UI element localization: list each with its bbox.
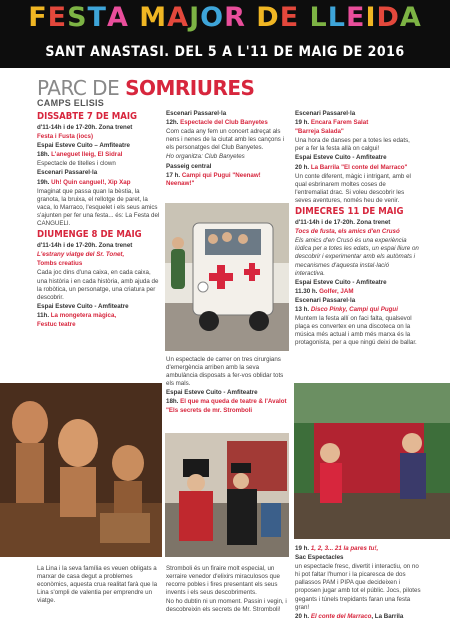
event-title: El conte del Marraco [310, 612, 372, 620]
title-letter: R [224, 2, 246, 33]
event-desc: Com cada any fem un concert adreçat als nens i nenes de la ciutat amb les cançons i els personatges del Club Banyetes. [166, 128, 284, 152]
photo-caption: Stromboli és un firaire molt especial, un xerraire venedor d'elixirs miraculosos que recorre pobles i fires presentant els seus invents i els seus descobriments. [166, 565, 280, 597]
column-2-lower [166, 356, 290, 416]
venue: Espai Esteve Cuito - Amfiteatre [295, 154, 387, 162]
event-title: La Barrila "El conte del Marraco" [310, 163, 408, 171]
event-time: 12h. [166, 119, 181, 127]
column-3 [295, 110, 419, 348]
section-subtitle: CAMPS ELISIS [37, 98, 105, 108]
venue: Escenari Passarel·la [166, 110, 227, 117]
photo-caption: No ho dubtin ni un moment. Passin i vegin, i descobreixin els secrets de Mr. Stromboli! [166, 598, 287, 614]
venue: Espai Esteve Cuito - Amfiteatre [37, 302, 129, 310]
event-time: 20 h. [295, 163, 311, 171]
title-letter [299, 2, 309, 33]
venue: Espai Esteve Cuito – Amfiteatre [37, 142, 130, 150]
festival-subtitle: SANT ANASTASI. DEL 5 A L'11 DE MAIG DE 2016 [45, 44, 405, 60]
title-letter: E [47, 2, 68, 33]
venue: Espai Esteve Cuito - Amfiteatre [295, 278, 387, 286]
day-heading: DIUMENGE 8 DE MAIG [37, 229, 142, 241]
event-time: 11h. [37, 311, 51, 319]
bottom-right-events [295, 545, 421, 622]
event-time: 11.30 h. [295, 287, 320, 295]
title-letter: O [200, 2, 225, 33]
title-letter: D [256, 2, 280, 33]
event-title: Tocs de fusta, els amics d'en Crusó [295, 228, 400, 236]
ambulance-illustration [165, 203, 289, 351]
venue: Passeig central [166, 162, 212, 170]
title-letter: A [106, 2, 129, 33]
section-title-thin: PARC DE [37, 76, 126, 100]
event-title: 1, 2, 3... 21 la pares tu!, [310, 545, 379, 552]
event-title: Campi qui Pugui "Neenaw! Neenaw!" [166, 171, 261, 187]
day-heading: DIMECRES 11 DE MAIG [295, 206, 404, 218]
event-title: Golfer, JAM [319, 287, 354, 295]
clowns-photo [294, 383, 450, 539]
title-letter: L [327, 2, 346, 33]
event-desc: un espectacle fresc, divertit i interactiu, on no hi pot faltar l'humor i la picaresca de dos pallassos PAM i PIPA que decideixen i proposen jugar amb tot el públic. Jocs, pilotes gegants i túnels trepidants faran una festa gran! [295, 563, 421, 611]
event-organizer: Ho organitza: Club Banyetes [166, 153, 245, 161]
event-title: Festa i Fusta (iocs) [37, 133, 94, 141]
event-title: L'aneguet lleig, El Sidral [51, 151, 123, 159]
event-time: 19h. [37, 178, 52, 186]
event-company: Sac Espectacles [295, 554, 344, 562]
venue: Escenari Passarel·la [295, 296, 356, 304]
column-1 [37, 110, 161, 330]
title-letter: E [345, 2, 366, 33]
event-title: Espectacle del Club Banyetes [180, 119, 268, 127]
title-letter: J [189, 2, 201, 33]
bottom-left-caption [37, 565, 161, 606]
section-title-bold: SOMRIURES [125, 76, 255, 100]
event-title: Disco Pinky, Campi qui Pugui [310, 305, 398, 313]
title-letter: A [167, 2, 190, 33]
event-company: Festuc teatre [37, 320, 76, 328]
venue: Escenari Passarel·la [295, 110, 356, 117]
venue: Escenari Passarel·la [37, 169, 98, 177]
title-letter: T [87, 2, 107, 33]
event-desc: Muntem la festa allí on faci falta, qualsevol plaça es convertex en una discoteca on la música més actual i amb més marxa és la protagonista, per a que ningú deixi de ballar. [295, 315, 417, 347]
clowns-illustration [294, 383, 450, 539]
title-letter: E [279, 2, 300, 33]
title-letter [246, 2, 256, 33]
event-time: 19 h. [295, 545, 311, 552]
header-banner [0, 0, 450, 68]
puppets-illustration [0, 383, 162, 557]
photo-caption: Un espectacle de carrer on tres cirurgians d'emergència arriben amb la seva ambulància disposats a fer-vos oblidar tots els mals. [166, 356, 284, 388]
event-title: El que ma queda de teatre & l'Avalot "Els secrets de mr. Stromboli [166, 398, 287, 414]
event-desc: Una hora de danses per a totes les edats, per a fer la festa allà on calgui! [295, 137, 410, 153]
title-letter: L [309, 2, 328, 33]
section-title [37, 76, 254, 100]
title-letter: I [365, 2, 377, 33]
event-time: 18h. [37, 151, 52, 159]
event-desc: Els amics d'en Crusó és una experiència lúdica per a totes les edats, un espai lliure on descobrir i experimentar amb els autòmats i mecanismes d'aquesta instal·lació interactiva. [295, 237, 419, 277]
event-title: Encara Farem Salat [310, 119, 369, 127]
event-time: 19 h. [295, 119, 311, 127]
event-time: 17 h. [166, 171, 182, 179]
photo-caption: La Lina i la seva família es veuen obligats a marxar de casa degut a problemes econòmics, aquesta crua realitat farà que la Lina s'ompli de valentia per emprendre un viatge. [37, 565, 158, 605]
event-desc: Espectacle de titelles i clown [37, 160, 116, 168]
event-title: Uh! Quin canguel!, Xip Xap [51, 178, 131, 186]
title-letter: M [139, 2, 168, 33]
venue: Espai Esteve Cuito - Amfiteatre [166, 389, 258, 397]
title-letter [129, 2, 139, 33]
event-title: La mongetera màgica, [50, 311, 117, 319]
event-desc: Un conte diferent, màgic i intrigant, amb el qual esbrinarem moltes coses de l'entremaliat drac. Si voleu descobrir les seves aventures, només heu de venir. [295, 172, 411, 204]
title-letter: S [67, 2, 88, 33]
hours: d'11-14h i de 17-20h. Zona trenet [37, 242, 133, 250]
festival-title [0, 2, 450, 33]
title-letter: A [399, 2, 422, 33]
stromboli-illustration [165, 433, 289, 557]
event-desc: Cada joc dins d'una caixa, en cada caixa, una història i en cada història, amb ajuda de la robòtica, un personatge, una criatura per descobrir. [37, 269, 159, 301]
event-time: 20 h. [295, 612, 311, 620]
column-2 [166, 110, 290, 189]
column-2-bottom [166, 565, 290, 616]
event-time: 18h. [166, 398, 181, 406]
event-time: 13 h. [295, 305, 311, 313]
puppets-photo [0, 383, 162, 557]
title-letter: F [28, 2, 48, 33]
event-company: Tombs creatius [37, 260, 83, 268]
event-desc: Imaginat que passa quan la bèstia, la granota, la bruixa, el rellotge de paret, la vaca, lo Marraco, l'esquelet i els seus amics s'ajunten per fer una festa... és: La Festa del CANGUELI. [37, 187, 160, 228]
title-letter: D [376, 2, 400, 33]
event-company: , La Barrila [371, 612, 404, 620]
event-title: L'estrany viatge del Sr. Tonet, [37, 251, 125, 259]
stromboli-photo [165, 433, 289, 557]
hours: d'11-14h i de 17-20h. Zona trenet [37, 124, 133, 131]
ambulance-photo [165, 203, 289, 351]
day-heading: DISSABTE 7 DE MAIG [37, 111, 138, 122]
event-title-cont: "Barreja Salada" [295, 128, 344, 136]
hours: d'11-14h i de 17-20h. Zona trenet [295, 219, 391, 227]
